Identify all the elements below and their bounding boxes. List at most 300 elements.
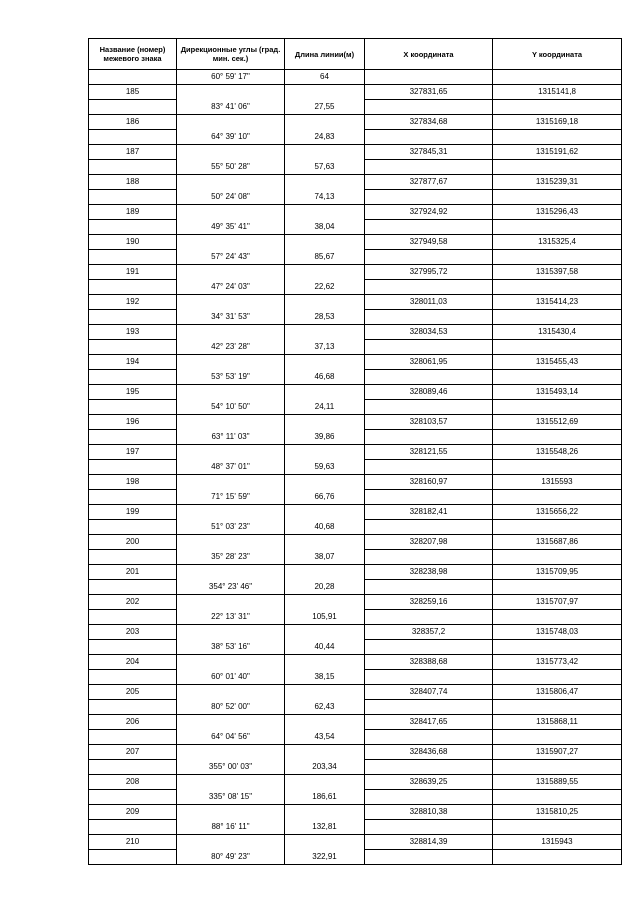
segment-x-cell bbox=[365, 760, 493, 775]
segment-x-cell bbox=[365, 400, 493, 415]
x-coordinate: 328207,98 bbox=[365, 535, 493, 550]
length-empty-cell bbox=[285, 355, 365, 370]
x-coordinate: 328121,55 bbox=[365, 445, 493, 460]
segment-row bbox=[89, 100, 622, 115]
segment-row bbox=[89, 130, 622, 145]
angle-empty-cell bbox=[177, 565, 285, 580]
y-coordinate: 1315141,8 bbox=[493, 85, 622, 100]
y-coordinate: 1315907,27 bbox=[493, 745, 622, 760]
length-empty-cell bbox=[285, 595, 365, 610]
segment-angle: 64° 04' 56" bbox=[177, 730, 285, 745]
segment-y-cell bbox=[493, 640, 622, 655]
x-coordinate: 328814,39 bbox=[365, 835, 493, 850]
mark-name: 191 bbox=[89, 265, 177, 280]
mark-name: 202 bbox=[89, 595, 177, 610]
x-coordinate: 327995,72 bbox=[365, 265, 493, 280]
x-coordinate: 327949,58 bbox=[365, 235, 493, 250]
angle-empty-cell bbox=[177, 835, 285, 850]
segment-mark-cell bbox=[89, 610, 177, 625]
mark-name: 192 bbox=[89, 295, 177, 310]
header-direction-angle: Дирекционные углы (град. мин. сек.) bbox=[177, 39, 285, 70]
segment-row bbox=[89, 550, 622, 565]
segment-mark-cell bbox=[89, 850, 177, 865]
segment-x-cell bbox=[365, 130, 493, 145]
table-header-row bbox=[89, 39, 622, 70]
length-empty-cell bbox=[285, 505, 365, 520]
x-coordinate: 328103,57 bbox=[365, 415, 493, 430]
angle-empty-cell bbox=[177, 595, 285, 610]
segment-length: 24,83 bbox=[285, 130, 365, 145]
angle-empty-cell bbox=[177, 205, 285, 220]
segment-length: 85,67 bbox=[285, 250, 365, 265]
length-empty-cell bbox=[285, 205, 365, 220]
segment-y-cell bbox=[493, 70, 622, 85]
segment-y-cell bbox=[493, 130, 622, 145]
segment-angle: 48° 37' 01" bbox=[177, 460, 285, 475]
segment-y-cell bbox=[493, 700, 622, 715]
mark-name: 187 bbox=[89, 145, 177, 160]
segment-row bbox=[89, 490, 622, 505]
x-coordinate: 328810,38 bbox=[365, 805, 493, 820]
y-coordinate: 1315493,14 bbox=[493, 385, 622, 400]
x-coordinate: 328417,65 bbox=[365, 715, 493, 730]
segment-mark-cell bbox=[89, 640, 177, 655]
segment-angle: 38° 53' 16" bbox=[177, 640, 285, 655]
segment-row bbox=[89, 850, 622, 865]
segment-angle: 80° 52' 00" bbox=[177, 700, 285, 715]
x-coordinate: 328182,41 bbox=[365, 505, 493, 520]
segment-angle: 35° 28' 23" bbox=[177, 550, 285, 565]
segment-length: 27,55 bbox=[285, 100, 365, 115]
point-row bbox=[89, 115, 622, 130]
segment-x-cell bbox=[365, 790, 493, 805]
segment-length: 24,11 bbox=[285, 400, 365, 415]
point-row bbox=[89, 415, 622, 430]
header-y-coordinate: Y координата bbox=[493, 39, 622, 70]
point-row bbox=[89, 325, 622, 340]
segment-length: 39,86 bbox=[285, 430, 365, 445]
x-coordinate: 327877,67 bbox=[365, 175, 493, 190]
x-coordinate: 328160,97 bbox=[365, 475, 493, 490]
segment-row bbox=[89, 220, 622, 235]
segment-angle: 64° 39' 10" bbox=[177, 130, 285, 145]
point-row bbox=[89, 625, 622, 640]
point-row bbox=[89, 295, 622, 310]
segment-mark-cell bbox=[89, 700, 177, 715]
segment-mark-cell bbox=[89, 580, 177, 595]
x-coordinate: 328011,03 bbox=[365, 295, 493, 310]
length-empty-cell bbox=[285, 115, 365, 130]
y-coordinate: 1315512,69 bbox=[493, 415, 622, 430]
point-row bbox=[89, 205, 622, 220]
segment-angle: 47° 24' 03" bbox=[177, 280, 285, 295]
segment-mark-cell bbox=[89, 820, 177, 835]
segment-row bbox=[89, 310, 622, 325]
x-coordinate: 328407,74 bbox=[365, 685, 493, 700]
header-line-length: Длина линии(м) bbox=[285, 39, 365, 70]
segment-y-cell bbox=[493, 220, 622, 235]
segment-y-cell bbox=[493, 580, 622, 595]
angle-empty-cell bbox=[177, 715, 285, 730]
point-row bbox=[89, 835, 622, 850]
segment-y-cell bbox=[493, 670, 622, 685]
segment-x-cell bbox=[365, 580, 493, 595]
y-coordinate: 1315806,47 bbox=[493, 685, 622, 700]
segment-row bbox=[89, 640, 622, 655]
point-row bbox=[89, 595, 622, 610]
length-empty-cell bbox=[285, 715, 365, 730]
segment-mark-cell bbox=[89, 460, 177, 475]
x-coordinate: 328259,16 bbox=[365, 595, 493, 610]
segment-y-cell bbox=[493, 730, 622, 745]
segment-x-cell bbox=[365, 550, 493, 565]
header-x-coordinate: X координата bbox=[365, 39, 493, 70]
segment-row bbox=[89, 730, 622, 745]
x-coordinate: 328357,2 bbox=[365, 625, 493, 640]
x-coordinate: 328061,95 bbox=[365, 355, 493, 370]
y-coordinate: 1315191,62 bbox=[493, 145, 622, 160]
x-coordinate: 328034,53 bbox=[365, 325, 493, 340]
point-row bbox=[89, 565, 622, 580]
segment-row bbox=[89, 340, 622, 355]
segment-mark-cell bbox=[89, 400, 177, 415]
length-empty-cell bbox=[285, 535, 365, 550]
point-row bbox=[89, 265, 622, 280]
segment-length: 38,15 bbox=[285, 670, 365, 685]
point-row bbox=[89, 355, 622, 370]
segment-mark-cell bbox=[89, 430, 177, 445]
segment-mark-cell bbox=[89, 310, 177, 325]
length-empty-cell bbox=[285, 415, 365, 430]
table-body bbox=[89, 70, 622, 865]
segment-angle: 354° 23' 46" bbox=[177, 580, 285, 595]
y-coordinate: 1315239,31 bbox=[493, 175, 622, 190]
x-coordinate: 328436,68 bbox=[365, 745, 493, 760]
segment-mark-cell bbox=[89, 220, 177, 235]
segment-x-cell bbox=[365, 520, 493, 535]
point-row bbox=[89, 715, 622, 730]
length-empty-cell bbox=[285, 235, 365, 250]
segment-angle: 60° 59' 17" bbox=[177, 70, 285, 85]
segment-x-cell bbox=[365, 70, 493, 85]
y-coordinate: 1315656,22 bbox=[493, 505, 622, 520]
segment-angle: 51° 03' 23" bbox=[177, 520, 285, 535]
segment-y-cell bbox=[493, 760, 622, 775]
segment-row bbox=[89, 280, 622, 295]
length-empty-cell bbox=[285, 295, 365, 310]
segment-x-cell bbox=[365, 850, 493, 865]
segment-angle: 50° 24' 08" bbox=[177, 190, 285, 205]
segment-row bbox=[89, 610, 622, 625]
segment-mark-cell bbox=[89, 250, 177, 265]
segment-angle: 49° 35' 41" bbox=[177, 220, 285, 235]
point-row bbox=[89, 385, 622, 400]
y-coordinate: 1315296,43 bbox=[493, 205, 622, 220]
segment-y-cell bbox=[493, 370, 622, 385]
segment-length: 57,63 bbox=[285, 160, 365, 175]
segment-x-cell bbox=[365, 220, 493, 235]
angle-empty-cell bbox=[177, 325, 285, 340]
angle-empty-cell bbox=[177, 805, 285, 820]
segment-y-cell bbox=[493, 160, 622, 175]
mark-name: 201 bbox=[89, 565, 177, 580]
segment-angle: 80° 49' 23" bbox=[177, 850, 285, 865]
y-coordinate: 1315943 bbox=[493, 835, 622, 850]
segment-mark-cell bbox=[89, 370, 177, 385]
length-empty-cell bbox=[285, 145, 365, 160]
segment-y-cell bbox=[493, 250, 622, 265]
segment-length: 40,68 bbox=[285, 520, 365, 535]
segment-angle: 42° 23' 28" bbox=[177, 340, 285, 355]
segment-length: 28,53 bbox=[285, 310, 365, 325]
length-empty-cell bbox=[285, 475, 365, 490]
point-row bbox=[89, 145, 622, 160]
segment-angle: 71° 15' 59" bbox=[177, 490, 285, 505]
segment-row bbox=[89, 790, 622, 805]
angle-empty-cell bbox=[177, 775, 285, 790]
segment-angle: 55° 50' 28" bbox=[177, 160, 285, 175]
y-coordinate: 1315593 bbox=[493, 475, 622, 490]
x-coordinate: 327845,31 bbox=[365, 145, 493, 160]
segment-x-cell bbox=[365, 340, 493, 355]
segment-y-cell bbox=[493, 400, 622, 415]
mark-name: 206 bbox=[89, 715, 177, 730]
segment-y-cell bbox=[493, 610, 622, 625]
segment-x-cell bbox=[365, 640, 493, 655]
segment-mark-cell bbox=[89, 670, 177, 685]
angle-empty-cell bbox=[177, 505, 285, 520]
segment-angle: 60° 01' 40" bbox=[177, 670, 285, 685]
mark-name: 194 bbox=[89, 355, 177, 370]
length-empty-cell bbox=[285, 385, 365, 400]
length-empty-cell bbox=[285, 265, 365, 280]
length-empty-cell bbox=[285, 445, 365, 460]
segment-x-cell bbox=[365, 730, 493, 745]
point-row bbox=[89, 775, 622, 790]
point-row bbox=[89, 685, 622, 700]
x-coordinate: 327834,68 bbox=[365, 115, 493, 130]
length-empty-cell bbox=[285, 175, 365, 190]
y-coordinate: 1315868,11 bbox=[493, 715, 622, 730]
segment-mark-cell bbox=[89, 550, 177, 565]
segment-mark-cell bbox=[89, 730, 177, 745]
segment-mark-cell bbox=[89, 70, 177, 85]
segment-length: 38,07 bbox=[285, 550, 365, 565]
segment-mark-cell bbox=[89, 280, 177, 295]
y-coordinate: 1315773,42 bbox=[493, 655, 622, 670]
segment-length: 203,34 bbox=[285, 760, 365, 775]
angle-empty-cell bbox=[177, 175, 285, 190]
y-coordinate: 1315709,95 bbox=[493, 565, 622, 580]
length-empty-cell bbox=[285, 685, 365, 700]
point-row bbox=[89, 175, 622, 190]
segment-length: 40,44 bbox=[285, 640, 365, 655]
y-coordinate: 1315548,26 bbox=[493, 445, 622, 460]
segment-angle: 88° 16' 11" bbox=[177, 820, 285, 835]
mark-name: 189 bbox=[89, 205, 177, 220]
segment-x-cell bbox=[365, 430, 493, 445]
angle-empty-cell bbox=[177, 355, 285, 370]
mark-name: 185 bbox=[89, 85, 177, 100]
mark-name: 204 bbox=[89, 655, 177, 670]
segment-y-cell bbox=[493, 550, 622, 565]
point-row bbox=[89, 445, 622, 460]
length-empty-cell bbox=[285, 835, 365, 850]
x-coordinate: 328639,25 bbox=[365, 775, 493, 790]
y-coordinate: 1315397,58 bbox=[493, 265, 622, 280]
angle-empty-cell bbox=[177, 685, 285, 700]
point-row bbox=[89, 475, 622, 490]
segment-y-cell bbox=[493, 460, 622, 475]
segment-angle: 54° 10' 50" bbox=[177, 400, 285, 415]
length-empty-cell bbox=[285, 565, 365, 580]
segment-length: 66,76 bbox=[285, 490, 365, 505]
segment-row bbox=[89, 580, 622, 595]
y-coordinate: 1315430,4 bbox=[493, 325, 622, 340]
segment-mark-cell bbox=[89, 130, 177, 145]
angle-empty-cell bbox=[177, 535, 285, 550]
mark-name: 186 bbox=[89, 115, 177, 130]
segment-x-cell bbox=[365, 820, 493, 835]
segment-angle: 57° 24' 43" bbox=[177, 250, 285, 265]
segment-mark-cell bbox=[89, 760, 177, 775]
y-coordinate: 1315687,86 bbox=[493, 535, 622, 550]
length-empty-cell bbox=[285, 745, 365, 760]
length-empty-cell bbox=[285, 85, 365, 100]
segment-y-cell bbox=[493, 340, 622, 355]
angle-empty-cell bbox=[177, 265, 285, 280]
segment-angle: 34° 31' 53" bbox=[177, 310, 285, 325]
segment-y-cell bbox=[493, 850, 622, 865]
point-row bbox=[89, 505, 622, 520]
segment-length: 46,68 bbox=[285, 370, 365, 385]
y-coordinate: 1315414,23 bbox=[493, 295, 622, 310]
segment-mark-cell bbox=[89, 490, 177, 505]
segment-angle: 22° 13' 31" bbox=[177, 610, 285, 625]
segment-row bbox=[89, 70, 622, 85]
length-empty-cell bbox=[285, 325, 365, 340]
segment-row bbox=[89, 700, 622, 715]
segment-x-cell bbox=[365, 490, 493, 505]
mark-name: 210 bbox=[89, 835, 177, 850]
segment-mark-cell bbox=[89, 790, 177, 805]
y-coordinate: 1315169,18 bbox=[493, 115, 622, 130]
angle-empty-cell bbox=[177, 475, 285, 490]
segment-x-cell bbox=[365, 460, 493, 475]
length-empty-cell bbox=[285, 625, 365, 640]
mark-name: 198 bbox=[89, 475, 177, 490]
angle-empty-cell bbox=[177, 295, 285, 310]
x-coordinate: 327831,65 bbox=[365, 85, 493, 100]
segment-length: 74,13 bbox=[285, 190, 365, 205]
length-empty-cell bbox=[285, 805, 365, 820]
segment-mark-cell bbox=[89, 160, 177, 175]
mark-name: 205 bbox=[89, 685, 177, 700]
angle-empty-cell bbox=[177, 385, 285, 400]
mark-name: 207 bbox=[89, 745, 177, 760]
segment-length: 59,63 bbox=[285, 460, 365, 475]
segment-length: 38,04 bbox=[285, 220, 365, 235]
boundary-marks-table-sheet bbox=[88, 38, 621, 865]
segment-angle: 83° 41' 06" bbox=[177, 100, 285, 115]
boundary-marks-table bbox=[88, 38, 622, 865]
segment-x-cell bbox=[365, 700, 493, 715]
x-coordinate: 327924,92 bbox=[365, 205, 493, 220]
x-coordinate: 328238,98 bbox=[365, 565, 493, 580]
y-coordinate: 1315889,55 bbox=[493, 775, 622, 790]
segment-angle: 53° 53' 19" bbox=[177, 370, 285, 385]
segment-x-cell bbox=[365, 310, 493, 325]
y-coordinate: 1315455,43 bbox=[493, 355, 622, 370]
segment-mark-cell bbox=[89, 520, 177, 535]
mark-name: 193 bbox=[89, 325, 177, 340]
mark-name: 197 bbox=[89, 445, 177, 460]
y-coordinate: 1315748,03 bbox=[493, 625, 622, 640]
segment-row bbox=[89, 190, 622, 205]
segment-y-cell bbox=[493, 190, 622, 205]
mark-name: 190 bbox=[89, 235, 177, 250]
mark-name: 195 bbox=[89, 385, 177, 400]
angle-empty-cell bbox=[177, 85, 285, 100]
point-row bbox=[89, 745, 622, 760]
x-coordinate: 328388,68 bbox=[365, 655, 493, 670]
segment-angle: 63° 11' 03" bbox=[177, 430, 285, 445]
segment-row bbox=[89, 430, 622, 445]
angle-empty-cell bbox=[177, 445, 285, 460]
angle-empty-cell bbox=[177, 745, 285, 760]
mark-name: 209 bbox=[89, 805, 177, 820]
point-row bbox=[89, 535, 622, 550]
point-row bbox=[89, 85, 622, 100]
segment-length: 20,28 bbox=[285, 580, 365, 595]
header-mark-name: Название (номер) межевого знака bbox=[89, 39, 177, 70]
segment-angle: 335° 08' 15" bbox=[177, 790, 285, 805]
angle-empty-cell bbox=[177, 145, 285, 160]
segment-length: 322,91 bbox=[285, 850, 365, 865]
segment-x-cell bbox=[365, 670, 493, 685]
length-empty-cell bbox=[285, 655, 365, 670]
segment-row bbox=[89, 520, 622, 535]
mark-name: 196 bbox=[89, 415, 177, 430]
segment-x-cell bbox=[365, 160, 493, 175]
segment-y-cell bbox=[493, 820, 622, 835]
segment-x-cell bbox=[365, 100, 493, 115]
mark-name: 208 bbox=[89, 775, 177, 790]
segment-angle: 355° 00' 03" bbox=[177, 760, 285, 775]
point-row bbox=[89, 235, 622, 250]
segment-length: 37,13 bbox=[285, 340, 365, 355]
x-coordinate: 328089,46 bbox=[365, 385, 493, 400]
segment-length: 105,91 bbox=[285, 610, 365, 625]
y-coordinate: 1315325,4 bbox=[493, 235, 622, 250]
angle-empty-cell bbox=[177, 115, 285, 130]
segment-row bbox=[89, 820, 622, 835]
segment-y-cell bbox=[493, 490, 622, 505]
segment-x-cell bbox=[365, 610, 493, 625]
segment-x-cell bbox=[365, 190, 493, 205]
mark-name: 203 bbox=[89, 625, 177, 640]
y-coordinate: 1315810,25 bbox=[493, 805, 622, 820]
segment-mark-cell bbox=[89, 190, 177, 205]
segment-y-cell bbox=[493, 790, 622, 805]
segment-x-cell bbox=[365, 280, 493, 295]
segment-length: 64 bbox=[285, 70, 365, 85]
segment-y-cell bbox=[493, 310, 622, 325]
segment-length: 43,54 bbox=[285, 730, 365, 745]
segment-y-cell bbox=[493, 430, 622, 445]
segment-row bbox=[89, 670, 622, 685]
angle-empty-cell bbox=[177, 655, 285, 670]
